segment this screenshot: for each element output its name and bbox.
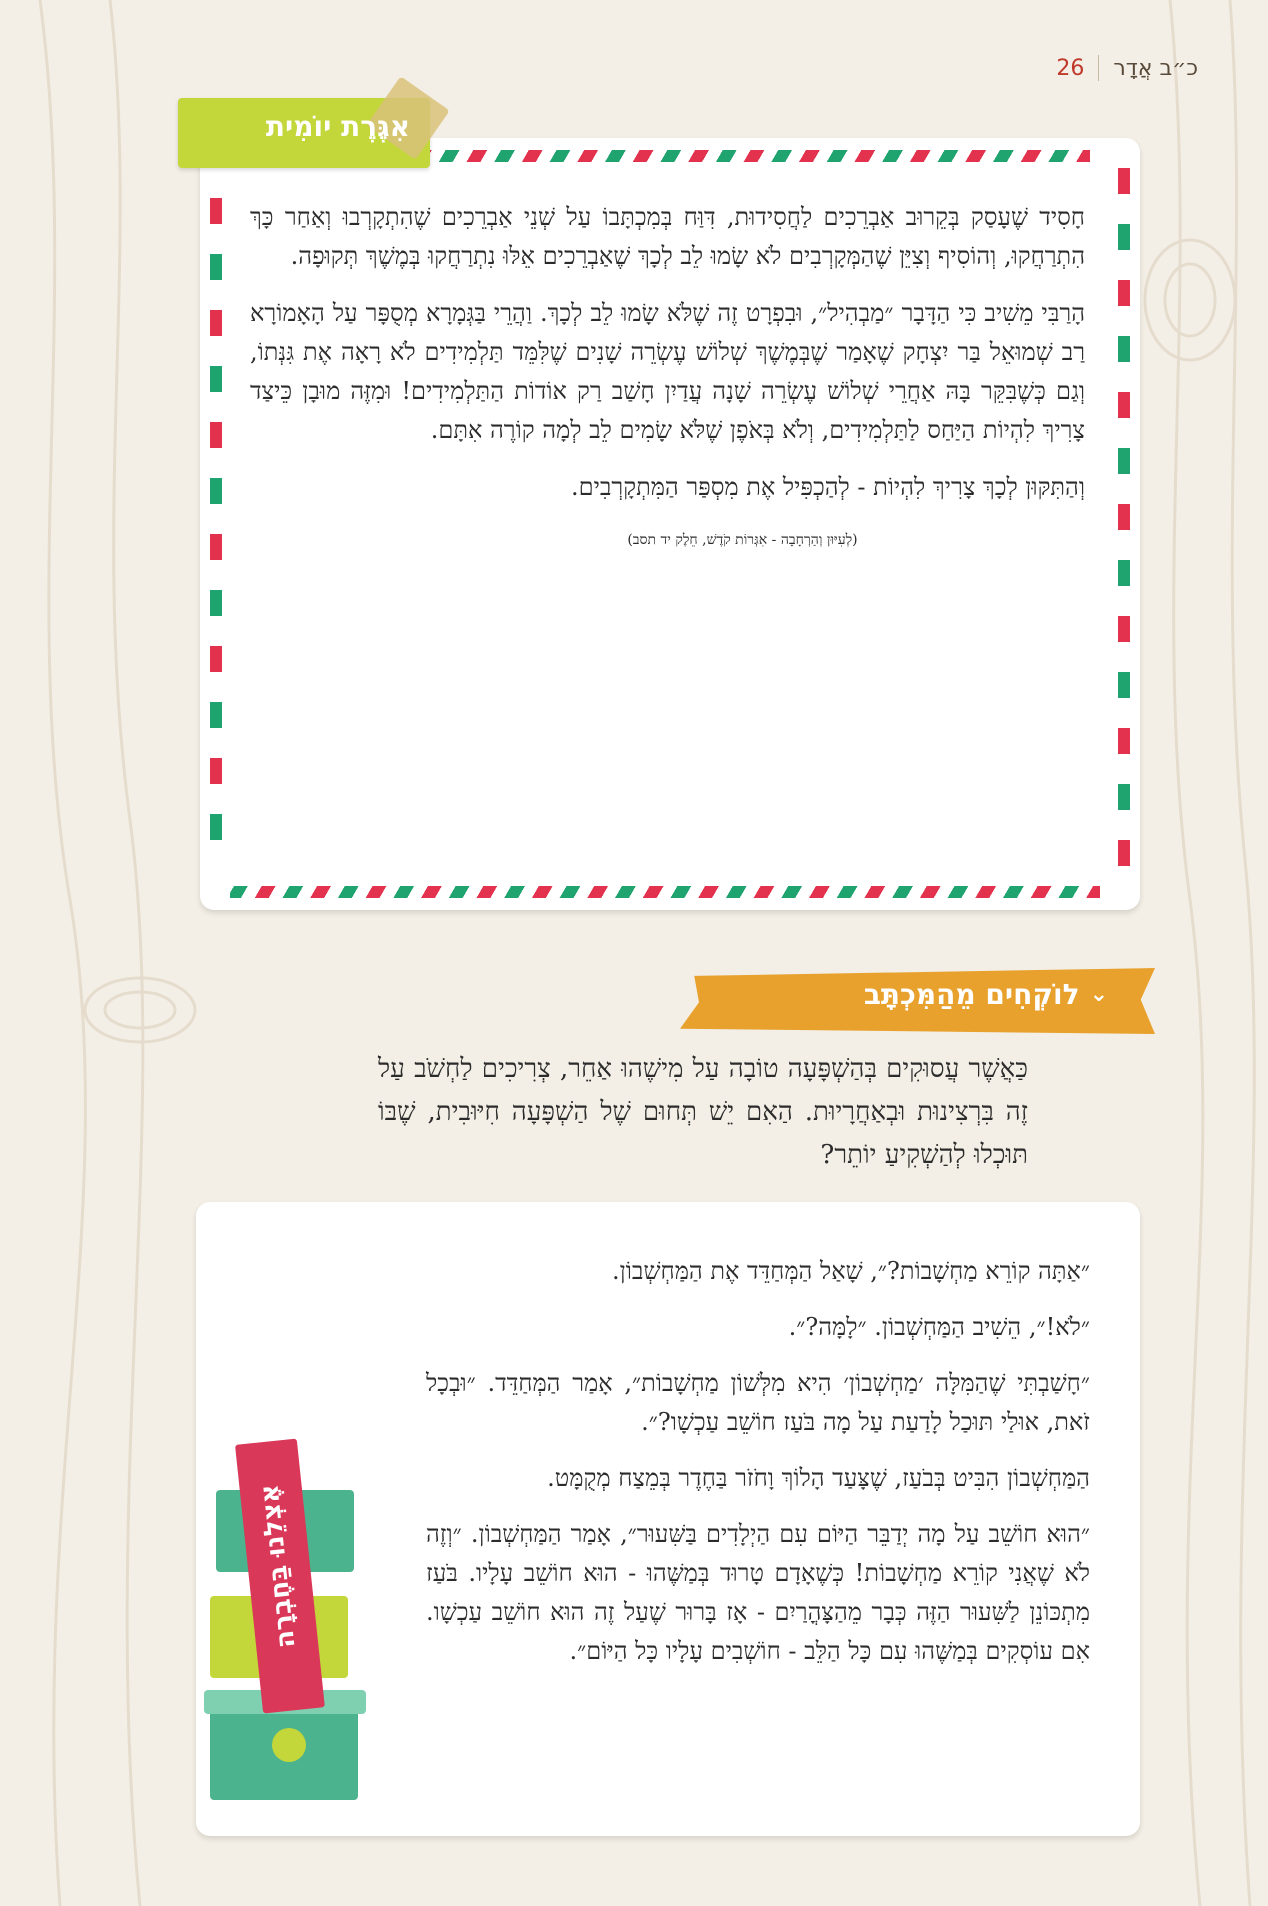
airmail-border-bottom xyxy=(230,886,1100,898)
daily-letter-title: אִגֶּרֶת יוֹמִית xyxy=(265,110,410,143)
letter-paragraph: וְהַתִּקּוּן לְכָךְ צָרִיךְ לִהְיוֹת - לְהַכְפִּיל אֶת מִסְפַּר הַמִּתְקָרְבִים. xyxy=(570,473,1085,501)
airmail-border-left xyxy=(210,198,222,870)
header-divider xyxy=(1098,55,1099,81)
box-dot xyxy=(272,1728,306,1762)
story-paragraph: ״לֹא!״, הֵשִׁיב הַמַּחְשְׁבוֹן. ״לָמָּה?״. xyxy=(788,1313,1090,1341)
story-paragraph: הַמַּחְשְׁבוֹן הִבִּיט בְּבֹעַז, שֶׁצָּעַד הָלוֹךְ וָחֹזֹר בַּחֶדֶר בְּמֵצַח מְקֻמָּט. xyxy=(547,1464,1090,1492)
side-ribbon-label: אֶצְלֵנוּ בַּחֶבְרָה xyxy=(254,1482,302,1650)
letter-paragraph: חָסִיד שֶׁעָסַק בְּקֵרוּב אַבְרֵכִים לַחֲסִידוּת, דִּוַּח בְּמִכְתָּבוֹ עַל שְׁנֵי אַבְרֵכִים שֶׁהִתְקָרְבוּ וְאַחַר כָּךְ הִתְרַחֲקוּ, וְהוֹסִיף וְצִיֵּן שֶׁהַמְּקָרְבִים לֹא שָׂמוּ לֵב לְכָךְ שֶׁאַבְרֵכִים אֵלּוּ נִתְרַחֲקוּ בְּמֶשֶׁךְ תְּקוּפָה. xyxy=(250,203,1085,270)
source-note: (לְעִיּוּן וְהַרְחָבָה - אִגְּרוֹת קֹדֶשׁ, חֵלֶק יד תסב) xyxy=(627,532,858,548)
page-header xyxy=(1056,55,1198,81)
daily-letter-tag xyxy=(178,98,430,168)
airmail-border-right xyxy=(1118,168,1130,870)
takeaway-title: לוֹקְחִים מֵהַמִּכְתָּב xyxy=(863,978,1080,1011)
story-paragraph: ״אַתָּה קוֹרֵא מַחְשָׁבוֹת?״, שָׁאַל הַמְּחַדֵּד אֶת הַמַּחְשְׁבוֹן. xyxy=(612,1257,1090,1285)
letter-paragraph: הָרַבִּי מֵשִׁיב כִּי הַדָּבָר ״מַבְהִיל״, וּבִפְרָט זֶה שֶׁלֹּא שָׂמוּ לֵב לְכָךְ. וַהֲרֵי בַּגְּמָרָא מְסֻפָּר עַל הָאָמוֹרָא רַב שְׁמוּאֵל בַּר יִצְחָק שֶׁאָמַר שֶׁבְּמֶשֶׁךְ שְׁלוֹשׁ עֶשְׂרֵה שָׁנִים שֶׁלִּמֵּד תַּלְמִידִים לֹא רָאָה אֶת גִּנְּתוֹ, וְגַם כְּשֶׁבִּקֵּר בָּהּ אַחֲרֵי שְׁלוֹשׁ עֶשְׂרֵה שָׁנָה עֲדַיִן חָשַׁב רַק אוֹדוֹת הַתַּלְמִידִים! וּמִזֶּה מוּבָן כֵּיצַד צָרִיךְ לִהְיוֹת הַיַּחַס לַתַּלְמִידִים, וְלֹא בְּאֹפֶן שֶׁלֹּא שָׂמִים לֵב לְמָה קוֹרֶה אִתָּם. xyxy=(250,299,1085,444)
story-text xyxy=(426,1252,1090,1688)
letter-card xyxy=(200,138,1140,910)
story-paragraph: ״חָשַׁבְתִּי שֶׁהַמִּלָּה ׳מַחְשְׁבוֹן׳ הִיא מִלְּשׁוֹן מַחְשָׁבוֹת״, אָמַר הַמְּחַדֵּד. ״וּבְכָל זֹאת, אוּלַי תּוּכַל לָדַעַת עַל מָה בֹּעַז חוֹשֵׁב עַכְשָׁו?״. xyxy=(426,1369,1090,1436)
chevron-down-icon: ⌄ xyxy=(1089,982,1108,1007)
takeaway-banner-label xyxy=(864,978,1108,1011)
page-date: כ״ב אֲדָר xyxy=(1113,55,1198,81)
takeaway-question: כַּאֲשֶׁר עֲסוּקִים בְּהַשְׁפָּעָה טוֹבָה עַל מִישֶׁהוּ אַחֵר, צְרִיכִים לַחְשֹׁב עַל זֶה בִּרְצִינוּת וּבְאַחֲרָיוּת. הַאִם יֵשׁ תְּחוּם שֶׁל הַשְׁפָּעָה חִיּוּבִית, שֶׁבּוֹ תּוּכְלוּ לְהַשְׁקִיעַ יוֹתֵר? xyxy=(378,1054,1028,1170)
page-number: 26 xyxy=(1056,55,1085,81)
story-paragraph: ״הוּא חוֹשֵׁב עַל מָה יְדַבֵּר הַיּוֹם עִם הַיְלָדִים בַּשִּׁעוּר״, אָמַר הַמַּחְשְׁבוֹן. ״וְזֶה לֹא שֶׁאֲנִי קוֹרֵא מַחְשָׁבוֹת! כְּשֶׁאָדָם טָרוּד בְּמַשֶּׁהוּ - הוּא חוֹשֵׁב עָלָיו. בֹּעַז מִתְכּוֹנֵן לַשִּׁעוּר הַזֶּה כְּבָר מֵהַצָּהֳרַיִם - אָז בָּרוּר שֶׁעַל זֶה הוּא חוֹשֵׁב עַכְשָׁו. אִם עוֹסְקִים בְּמַשֶּׁהוּ עִם כָּל הַלֵּב - חוֹשְׁבִים עָלָיו כָּל הַיּוֹם״. xyxy=(426,1520,1090,1665)
letter-text xyxy=(250,198,1085,578)
